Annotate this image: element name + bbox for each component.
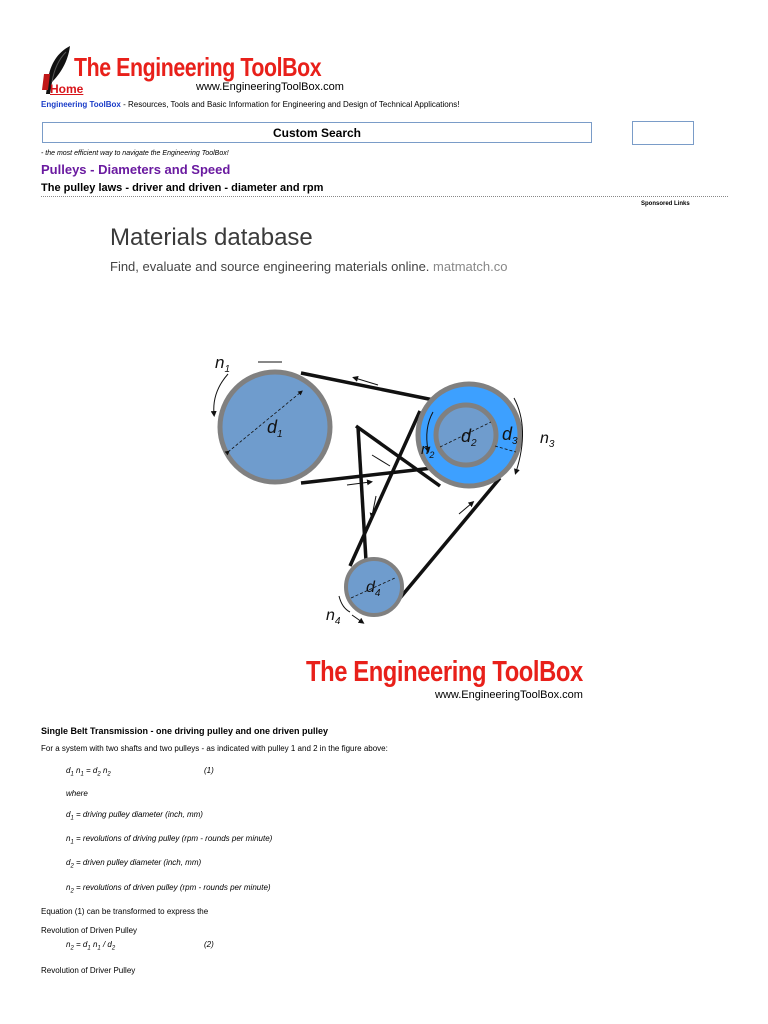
definition-n1: $n_1$ = revolutions of driving pulley (rpm - rounds per minute): [66, 834, 273, 846]
figure-logo-title: The Engineering ToolBox: [306, 656, 583, 688]
ad-link[interactable]: matmatch.co: [433, 259, 508, 274]
definition-n2: $n_2$ = revolutions of driven pulley (rpm - rounds per minute): [66, 883, 271, 895]
transform-text: Equation (1) can be transformed to express the: [41, 907, 209, 916]
label-n1: $n_1$: [215, 353, 231, 375]
toolbox-link[interactable]: Engineering ToolBox: [41, 100, 121, 109]
intro-text: - Resources, Tools and Basic Information for Engineering and Design of Technical Applications!: [120, 100, 460, 109]
belt-right: [400, 478, 500, 598]
equation-2: $n_2 = d_1$ $n_1 / d_2$: [66, 940, 116, 952]
rev-driven-heading: Revolution of Driven Pulley: [41, 926, 138, 935]
home-link[interactable]: Home: [50, 82, 84, 96]
label-d4: $d_4$: [366, 579, 381, 599]
where-label: where: [66, 789, 88, 798]
equation-2-number: (2): [204, 940, 214, 949]
figure-logo-url: www.EngineeringToolBox.com: [435, 689, 583, 701]
label-d3: $d_3$: [502, 424, 518, 447]
ad-description: Find, evaluate and source engineering materials online.: [110, 259, 430, 274]
sponsored-label: Sponsored Links: [641, 201, 690, 207]
label-d1: $d_1$: [267, 417, 283, 440]
ad-banner[interactable]: [110, 222, 530, 282]
definition-d2: $d_2$ = driven pulley diameter (inch, mm): [66, 858, 202, 870]
logo-title: The Engineering ToolBox: [74, 52, 322, 82]
label-n2: $n_2$: [421, 441, 435, 460]
search-label: Custom Search: [272, 126, 362, 140]
label-d2: $d_2$: [461, 426, 477, 449]
page-subtitle: The pulley laws - driver and driven - diameter and rpm: [41, 182, 324, 194]
ad-text: [110, 259, 507, 274]
site-intro: [41, 100, 459, 109]
label-n4: $n_4$: [326, 607, 341, 627]
label-n3: $n_3$: [540, 430, 555, 450]
ad-title: Materials database: [110, 224, 313, 251]
search-button[interactable]: [632, 121, 694, 145]
search-tagline: - the most efficient way to navigate the Engineering ToolBox!: [41, 150, 229, 157]
search-input[interactable]: [42, 122, 592, 143]
logo-url: www.EngineeringToolBox.com: [196, 81, 344, 93]
title-divider: [41, 196, 728, 197]
rev-driver-heading: Revolution of Driver Pulley: [41, 966, 136, 975]
definition-d1: $d_1$ = driving pulley diameter (inch, mm): [66, 810, 203, 822]
page-title: Pulleys - Diameters and Speed: [41, 162, 231, 177]
equation-1-number: (1): [204, 766, 214, 775]
equation-1: $d_1$ $n_1 = d_2$ $n_2$: [66, 766, 111, 778]
section-title: Single Belt Transmission - one driving pulley and one driven pulley: [41, 726, 329, 736]
section-intro: For a system with two shafts and two pulleys - as indicated with pulley 1 and 2 in the figure above:: [41, 744, 388, 753]
